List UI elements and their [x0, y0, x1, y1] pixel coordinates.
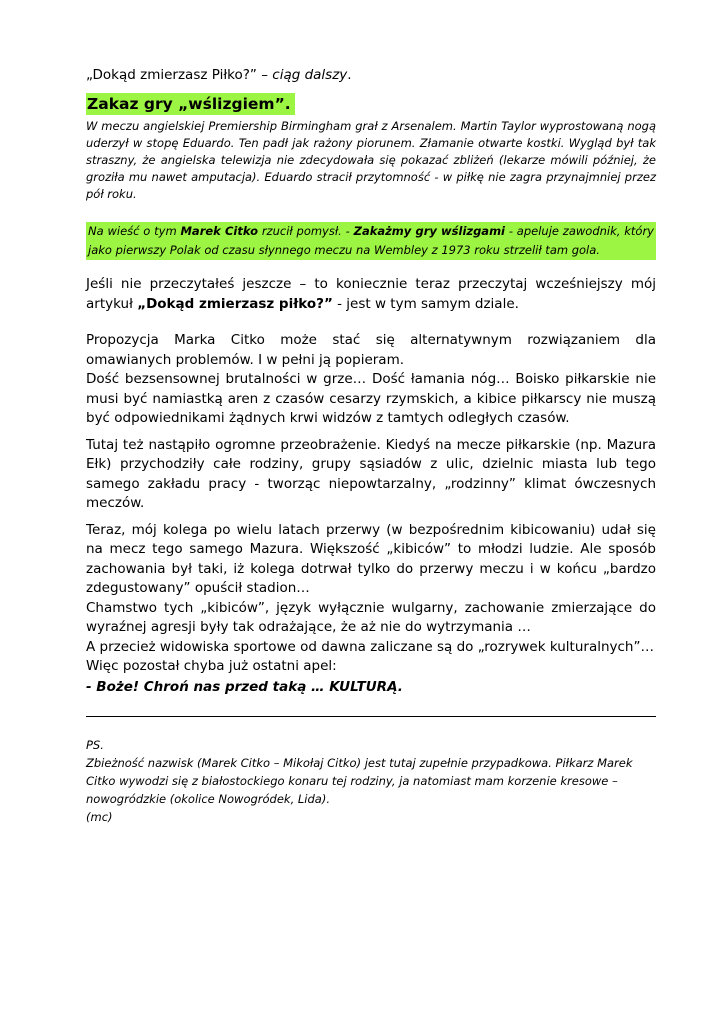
series-heading-prefix: „Dokąd zmierzasz Piłko?” –	[86, 67, 273, 83]
series-heading	[86, 66, 656, 84]
series-heading-end: .	[347, 67, 352, 83]
body-paragraph: Dość bezsensownej brutalności w grze… Dość łamania nóg… Boisko piłkarskie nie musi być namiastką aren z czasów cesarzy rzymskich, a kibice piłkarscy nie muszą być odpowiednikami żądnych krwi widzów z tamtych odległych czasów.	[86, 371, 656, 426]
ps-label: PS.	[86, 737, 104, 752]
series-heading-suffix: ciąg dalszy	[272, 67, 348, 83]
quote-part-2: rzucił pomysł. -	[258, 224, 354, 238]
ps-text: Zbieżność nazwisk (Marek Citko – Mikołaj Citko) jest tutaj zupełnie przypadkowa. Piłkarz Marek Citko wywodzi się z białostockiego konaru tej rodziny, ja natomiast mam korzenie kresowe – nowogródzkie (okolice Nowogródek, Lida).	[86, 755, 633, 806]
quote-slogan: Zakażmy gry wślizgami	[353, 224, 505, 238]
previous-article-title: „Dokąd zmierzasz piłko?”	[137, 295, 333, 312]
body-paragraph: Chamstwo tych „kibiców”, język wyłącznie wulgarny, zachowanie zmierzające do wyraźnej agresji były tak odrażające, że aż nie do wytrzymania …	[86, 599, 656, 635]
ps-signature: (mc)	[86, 809, 113, 824]
lead-paragraph: W meczu angielskiej Premiership Birmingham grał z Arsenalem. Martin Taylor wyprostowaną nogą uderzył w stopę Eduardo. Ten padł jak rażony piorunem. Złamanie otwarte kostki. Wygląd był tak straszny, że angielska telewizja nie zdecydowała się pokazać zbliżeń (lekarze mówili później, że groziła mu nawet amputacja). Eduardo stracił przytomność - w piłkę nie zagra przynajmniej przez pół roku.	[86, 119, 656, 201]
divider	[86, 716, 656, 717]
postscript	[86, 736, 656, 826]
body-paragraph: Teraz, mój kolega po wielu latach przerwy (w bezpośrednim kibicowaniu) udał się na mecz tego samego Mazura. Większość „kibiców” to młodzi ludzie. Ale sposób zachowania był taki, iż kolega dotrwał tylko do przerwy meczu i w końcu „bardzo zdegustowany” opuścił stadion…	[86, 521, 656, 596]
quote-name: Marek Citko	[180, 224, 258, 238]
intro-part-2: - jest w tym samym dziale.	[332, 295, 519, 312]
quote-part-1: Na wieść o tym	[88, 224, 181, 238]
quote-part-3: - apeluje zawodnik, który jako pierwszy Polak od czasu słynnego meczu na Wembley z 1973 roku strzelił tam gola.	[88, 224, 654, 257]
body-paragraph: Więc pozostał chyba już ostatni apel:	[86, 658, 337, 674]
article	[86, 66, 656, 826]
closing-appeal: - Boże! Chroń nas przed taką … KULTURĄ.	[86, 678, 403, 695]
body-paragraph: Tutaj też nastąpiło ogromne przeobrażenie. Kiedyś na mecze piłkarskie (np. Mazura Ełk) przychodziły całe rodziny, grupy sąsiadów z ulic, dzielnic miasta lub tego samego zakładu pracy - tworząc niepowtarzalny, „rodzinny” klimat ówczesnych meczów.	[86, 436, 656, 511]
article-title: Zakaz gry „wślizgiem”.	[86, 93, 295, 115]
body-paragraph: Propozycja Marka Citko może stać się alternatywnym rozwiązaniem dla omawianych problemów. I w pełni ją popieram.	[86, 332, 656, 368]
intro-part-1: Jeśli nie przeczytałeś jeszcze – to koniecznie teraz przeczytaj wcześniejszy mój artykuł	[86, 276, 656, 312]
body-paragraph: A przecież widowiska sportowe od dawna zaliczane są do „rozrywek kulturalnych”…	[86, 638, 654, 655]
highlighted-quote	[86, 222, 656, 260]
intro-paragraph	[86, 275, 656, 314]
